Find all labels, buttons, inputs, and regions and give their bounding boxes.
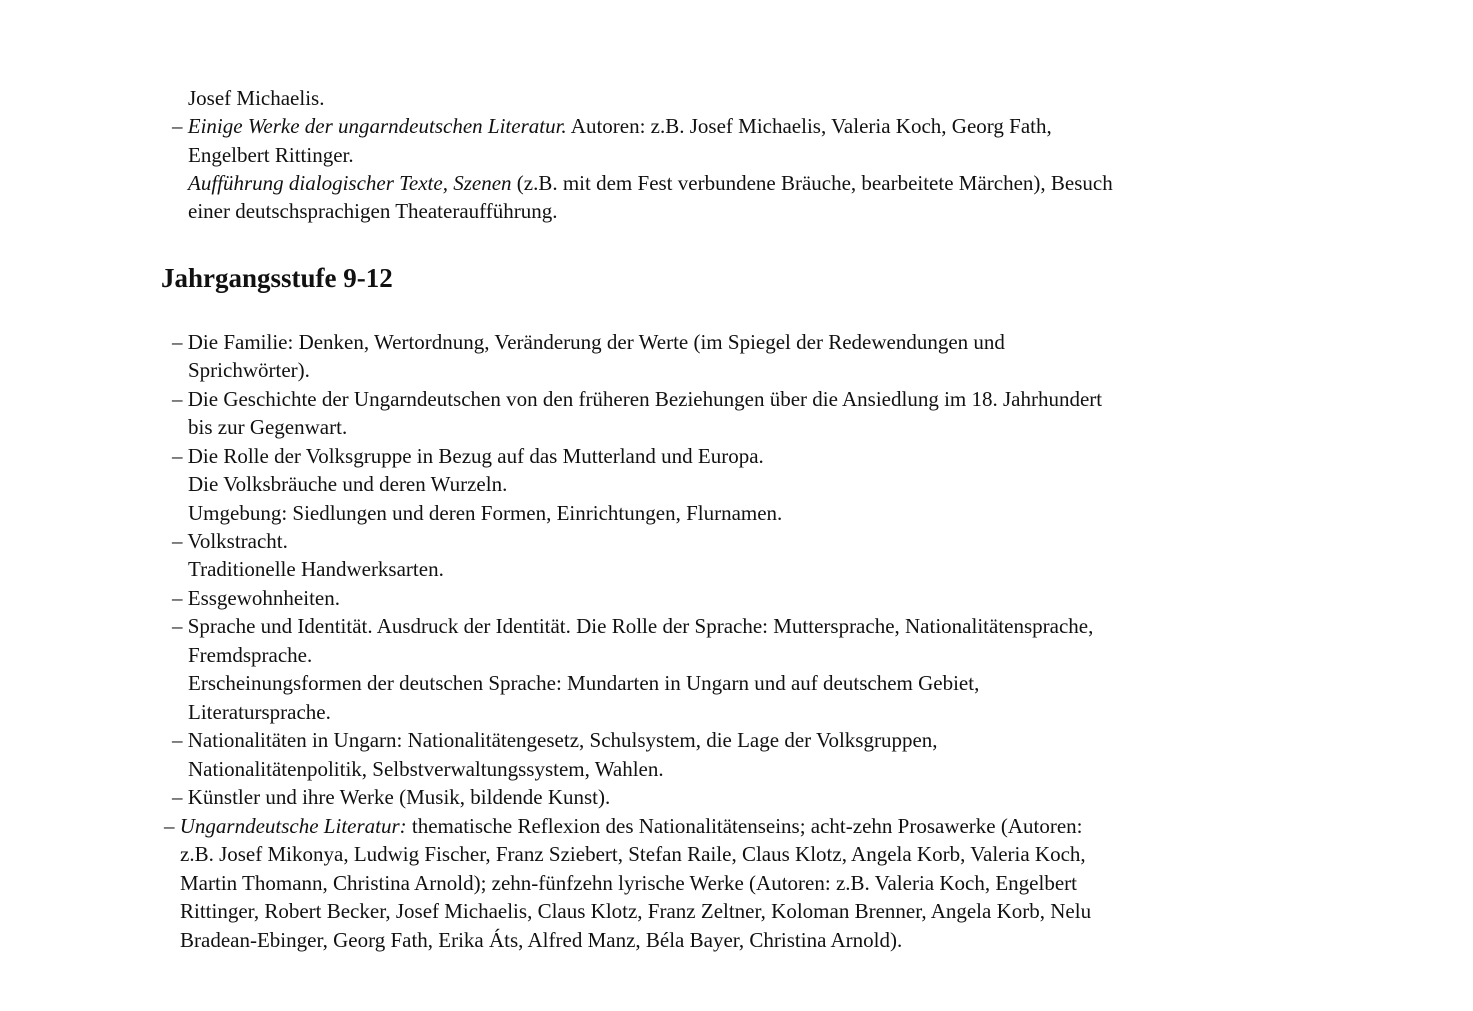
section-heading: Jahrgangsstufe 9-12 [161, 263, 393, 293]
list-item: – Essgewohnheiten. [172, 586, 340, 610]
text-line: Sprichwörter). [188, 358, 310, 382]
text-line: z.B. Josef Mikonya, Ludwig Fischer, Franz Sziebert, Stefan Raile, Claus Klotz, Angela Korb, Valeria Koch, [180, 842, 1086, 866]
text-run: Autoren: z.B. Josef Michaelis, Valeria Koch, Georg Fath, [566, 114, 1052, 138]
text-line: Bradean-Ebinger, Georg Fath, Erika Áts, Alfred Manz, Béla Bayer, Christina Arnold). [180, 928, 903, 952]
list-dash: – [172, 114, 188, 138]
text-line: Umgebung: Siedlungen und deren Formen, Einrichtungen, Flurnamen. [188, 501, 783, 525]
list-item: – Die Geschichte der Ungarndeutschen von den früheren Beziehungen über die Ansiedlung im 18. Jahrhundert [172, 387, 1103, 411]
italic-phrase: Einige Werke der ungarndeutschen Literatur. [187, 114, 567, 138]
text-line: Martin Thomann, Christina Arnold); zehn-fünfzehn lyrische Werke (Autoren: z.B. Valeria Koch, Engelbert [180, 871, 1077, 895]
list-item: – Volkstracht. [172, 529, 288, 553]
list-item [172, 112, 1052, 140]
italic-phrase: Aufführung dialogischer Texte, Szenen [188, 171, 512, 195]
list-item: – Sprache und Identität. Ausdruck der Identität. Die Rolle der Sprache: Muttersprache, Nationalitätensprache, [172, 614, 1094, 638]
text-line: Literatursprache. [188, 700, 331, 724]
text-line: Erscheinungsformen der deutschen Sprache: Mundarten in Ungarn und auf deutschem Gebiet, [188, 671, 980, 695]
list-item: – Nationalitäten in Ungarn: Nationalitätengesetz, Schulsystem, die Lage der Volksgruppen, [172, 728, 938, 752]
list-item: – Die Familie: Denken, Wertordnung, Veränderung der Werte (im Spiegel der Redewendungen und [172, 330, 1005, 354]
list-item: – Die Rolle der Volksgruppe in Bezug auf das Mutterland und Europa. [172, 444, 764, 468]
text-line: Rittinger, Robert Becker, Josef Michaelis, Claus Klotz, Franz Zeltner, Koloman Brenner, Angela Korb, Nelu [180, 899, 1092, 923]
list-dash: – [164, 814, 180, 838]
text-line: Die Volksbräuche und deren Wurzeln. [188, 472, 508, 496]
text-line: Fremdsprache. [188, 643, 313, 667]
text-run: thematische Reflexion des Nationalitätenseins; acht-zehn Prosawerke (Autoren: [406, 814, 1083, 838]
text-run: (z.B. mit dem Fest verbundene Bräuche, bearbeitete Märchen), Besuch [511, 171, 1113, 195]
text-line: Traditionelle Handwerksarten. [188, 557, 444, 581]
text-line: Josef Michaelis. [188, 86, 325, 110]
text-line: Engelbert Rittinger. [188, 143, 354, 167]
list-item: – Künstler und ihre Werke (Musik, bildende Kunst). [172, 785, 611, 809]
text-line: Nationalitätenpolitik, Selbstverwaltungssystem, Wahlen. [188, 757, 664, 781]
text-line: einer deutschsprachigen Theateraufführung. [188, 199, 558, 223]
italic-phrase: Ungarndeutsche Literatur: [179, 814, 407, 838]
text-line: bis zur Gegenwart. [188, 415, 348, 439]
text-line [188, 169, 1113, 197]
list-item [164, 812, 1083, 840]
